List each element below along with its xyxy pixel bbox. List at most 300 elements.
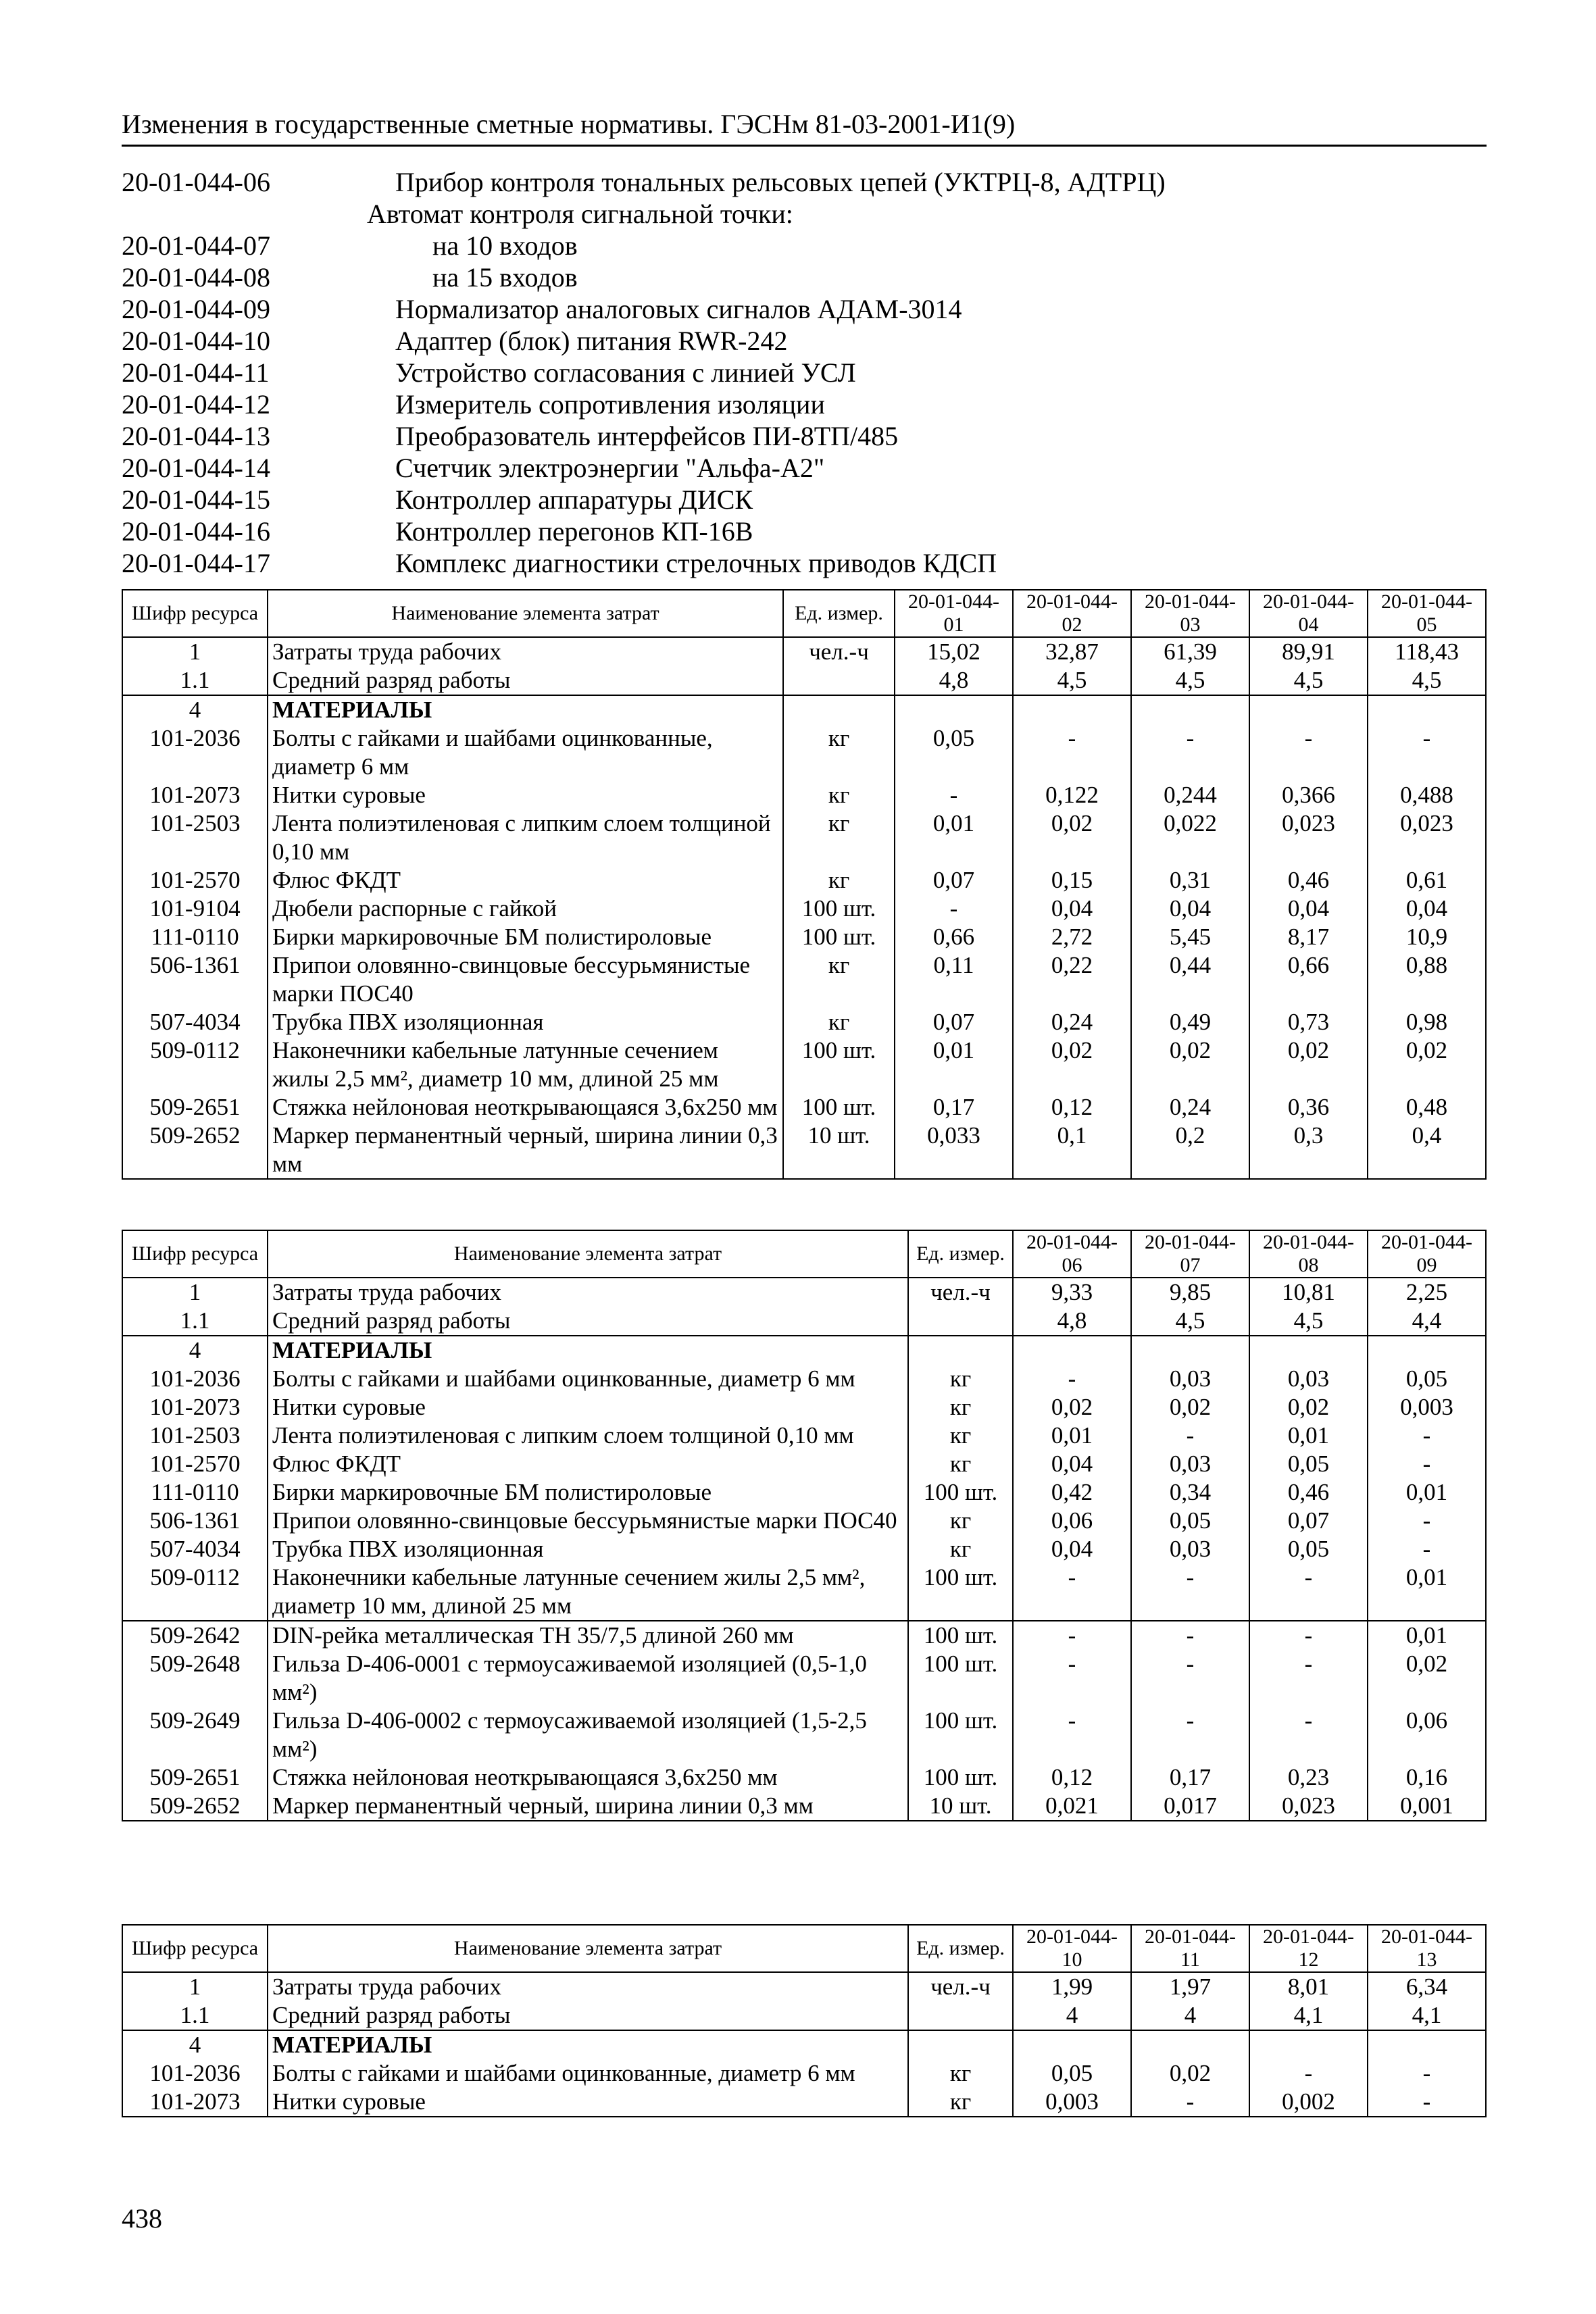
cell-value: 4 — [1013, 2001, 1131, 2030]
table-row — [122, 2030, 1486, 2059]
cell-value: 0,48 — [1368, 1093, 1486, 1122]
cell-name: Средний разряд работы — [268, 1307, 908, 1336]
header-unit: Ед. измер. — [908, 1230, 1013, 1278]
cell-value: 4,5 — [1131, 666, 1249, 695]
cell-code: 1 — [122, 637, 268, 666]
cell-name: Средний разряд работы — [268, 666, 783, 695]
resource-table-2 — [122, 1230, 1487, 1821]
cell-value: 0,01 — [1368, 1478, 1486, 1507]
cell-value: 0,05 — [1131, 1507, 1249, 1535]
cell-name: Болты с гайками и шайбами оцинкованные, диаметр 6 мм — [268, 724, 783, 781]
cell-code: 101-2503 — [122, 1422, 268, 1450]
cell-value: 4,5 — [1131, 1307, 1249, 1336]
cell-value: 0,46 — [1249, 866, 1368, 895]
table-row — [122, 866, 1486, 895]
cell-value: 4,5 — [1368, 666, 1486, 695]
cell-value: - — [1368, 1450, 1486, 1478]
cell-name: Наконечники кабельные латунные сечением жилы 2,5 мм², диаметр 10 мм, длиной 25 мм — [268, 1563, 908, 1621]
cell-code: 509-2651 — [122, 1763, 268, 1792]
cell-unit: 100 шт. — [783, 1093, 895, 1122]
cell-value: - — [1249, 1563, 1368, 1621]
cell-value: 0,04 — [1368, 895, 1486, 923]
item-row — [122, 293, 1487, 325]
cell-unit: чел.-ч — [783, 637, 895, 666]
cell-value: 0,02 — [1249, 1393, 1368, 1422]
cell-unit: 100 шт. — [908, 1763, 1013, 1792]
header-norm-code: 20-01-044-05 — [1368, 590, 1486, 637]
cell-value: 0,05 — [1368, 1365, 1486, 1393]
cell-value: 9,85 — [1131, 1278, 1249, 1307]
cell-name: Трубка ПВХ изоляционная — [268, 1535, 908, 1563]
item-code: 20-01-044-15 — [122, 484, 270, 515]
cell-value: 0,07 — [895, 1008, 1013, 1036]
cell-name: Лента полиэтиленовая с липким слоем толщиной 0,10 мм — [268, 1422, 908, 1450]
item-text: на 15 входов — [432, 262, 578, 293]
cell-unit — [908, 1336, 1013, 1365]
cell-value: 0,3 — [1249, 1122, 1368, 1179]
cell-unit: 100 шт. — [783, 895, 895, 923]
cell-value: - — [1368, 724, 1486, 781]
cell-unit — [908, 1307, 1013, 1336]
cell-unit: кг — [908, 1507, 1013, 1535]
cell-code: 4 — [122, 1336, 268, 1365]
cell-value: 0,16 — [1368, 1763, 1486, 1792]
header-norm-code: 20-01-044-10 — [1013, 1925, 1131, 1972]
cell-code: 4 — [122, 2030, 268, 2059]
cell-code: 1.1 — [122, 1307, 268, 1336]
cell-value: 0,24 — [1013, 1008, 1131, 1036]
table-row — [122, 637, 1486, 666]
item-code: 20-01-044-16 — [122, 516, 270, 547]
cell-name: Наконечники кабельные латунные сечением жилы 2,5 мм², диаметр 10 мм, длиной 25 мм — [268, 1036, 783, 1093]
item-code: 20-01-044-09 — [122, 294, 270, 324]
cell-value: 4,5 — [1013, 666, 1131, 695]
table-row — [122, 809, 1486, 866]
cell-value: 0,05 — [1249, 1535, 1368, 1563]
header-name: Наименование элемента затрат — [268, 590, 783, 637]
cell-value: 0,01 — [895, 809, 1013, 866]
cell-name: Болты с гайками и шайбами оцинкованные, диаметр 6 мм — [268, 2059, 908, 2088]
cell-value: 0,01 — [1368, 1621, 1486, 1650]
cell-code: 1.1 — [122, 666, 268, 695]
cell-value — [1131, 2030, 1249, 2059]
cell-value: - — [1249, 724, 1368, 781]
cell-value: 4,4 — [1368, 1307, 1486, 1336]
cell-value: - — [1131, 1707, 1249, 1763]
cell-code: 509-0112 — [122, 1563, 268, 1621]
cell-unit: чел.-ч — [908, 1278, 1013, 1307]
cell-unit: 100 шт. — [783, 923, 895, 951]
cell-name: МАТЕРИАЛЫ — [268, 1336, 908, 1365]
table-row — [122, 1972, 1486, 2001]
table-row — [122, 923, 1486, 951]
table-row — [122, 895, 1486, 923]
item-text: Преобразователь интерфейсов ПИ-8ТП/485 — [395, 421, 899, 451]
cell-value: 0,022 — [1131, 809, 1249, 866]
cell-value: 0,12 — [1013, 1763, 1131, 1792]
table-row — [122, 1563, 1486, 1621]
cell-value: 0,31 — [1131, 866, 1249, 895]
cell-value: 4,8 — [1013, 1307, 1131, 1336]
cell-unit: 100 шт. — [783, 1036, 895, 1093]
item-text: Контроллер аппаратуры ДИСК — [395, 484, 753, 515]
cell-name: Болты с гайками и шайбами оцинкованные, диаметр 6 мм — [268, 1365, 908, 1393]
cell-code: 506-1361 — [122, 951, 268, 1008]
cell-value: 0,42 — [1013, 1478, 1131, 1507]
cell-value: - — [1249, 2059, 1368, 2088]
cell-unit: кг — [783, 781, 895, 809]
item-row — [122, 166, 1487, 198]
cell-unit — [783, 695, 895, 724]
cell-name: Нитки суровые — [268, 781, 783, 809]
cell-value — [895, 695, 1013, 724]
cell-value: 2,25 — [1368, 1278, 1486, 1307]
cell-unit — [908, 2001, 1013, 2030]
cell-value: 8,01 — [1249, 1972, 1368, 2001]
cell-value: - — [1013, 724, 1131, 781]
cell-value: 0,366 — [1249, 781, 1368, 809]
item-code — [122, 198, 361, 230]
cell-code: 101-2036 — [122, 2059, 268, 2088]
cell-unit: кг — [783, 951, 895, 1008]
cell-value: 1,97 — [1131, 1972, 1249, 2001]
cell-name: МАТЕРИАЛЫ — [268, 2030, 908, 2059]
cell-value: 0,03 — [1131, 1450, 1249, 1478]
cell-value: - — [1368, 2059, 1486, 2088]
cell-value: 1,99 — [1013, 1972, 1131, 2001]
cell-value: 0,01 — [1013, 1422, 1131, 1450]
cell-name: Стяжка нейлоновая неоткрывающаяся 3,6х250 мм — [268, 1763, 908, 1792]
cell-value: - — [1013, 1707, 1131, 1763]
cell-name: Нитки суровые — [268, 2088, 908, 2117]
cell-code: 509-0112 — [122, 1036, 268, 1093]
table-row — [122, 1278, 1486, 1307]
cell-name: Затраты труда рабочих — [268, 1278, 908, 1307]
header-unit: Ед. измер. — [908, 1925, 1013, 1972]
cell-value: 0,01 — [1368, 1563, 1486, 1621]
cell-value: 0,36 — [1249, 1093, 1368, 1122]
cell-value: 0,02 — [1013, 1393, 1131, 1422]
cell-code: 101-2073 — [122, 2088, 268, 2117]
cell-unit: кг — [908, 1365, 1013, 1393]
cell-value: 0,1 — [1013, 1122, 1131, 1179]
cell-value: 118,43 — [1368, 637, 1486, 666]
cell-value: 0,49 — [1131, 1008, 1249, 1036]
cell-value: 0,04 — [1013, 895, 1131, 923]
cell-value: - — [1368, 2088, 1486, 2117]
item-row — [122, 230, 1487, 261]
table-row — [122, 951, 1486, 1008]
table-row — [122, 1792, 1486, 1821]
header-norm-code: 20-01-044-04 — [1249, 590, 1368, 637]
cell-value: 0,05 — [895, 724, 1013, 781]
cell-value: 0,24 — [1131, 1093, 1249, 1122]
header-norm-code: 20-01-044-06 — [1013, 1230, 1131, 1278]
cell-value: 0,07 — [895, 866, 1013, 895]
cell-value: - — [1249, 1707, 1368, 1763]
cell-value: 0,003 — [1368, 1393, 1486, 1422]
cell-unit: кг — [908, 1450, 1013, 1478]
cell-value: 0,34 — [1131, 1478, 1249, 1507]
cell-unit: кг — [908, 1422, 1013, 1450]
cell-value: 0,04 — [1131, 895, 1249, 923]
item-code: 20-01-044-17 — [122, 548, 270, 578]
item-row — [122, 325, 1487, 357]
cell-value: - — [1249, 1621, 1368, 1650]
table-row — [122, 1707, 1486, 1763]
cell-value: 0,122 — [1013, 781, 1131, 809]
cell-value: 0,244 — [1131, 781, 1249, 809]
cell-value — [1013, 1336, 1131, 1365]
item-code: 20-01-044-12 — [122, 389, 270, 420]
cell-value: 4,5 — [1249, 1307, 1368, 1336]
cell-value: 0,021 — [1013, 1792, 1131, 1821]
header-norm-code: 20-01-044-07 — [1131, 1230, 1249, 1278]
cell-value: 0,73 — [1249, 1008, 1368, 1036]
cell-value: - — [1131, 1650, 1249, 1707]
cell-name: Гильза D-406-0002 с термоусаживаемой изоляцией (1,5-2,5 мм²) — [268, 1707, 908, 1763]
cell-value: - — [1013, 1563, 1131, 1621]
cell-code: 509-2652 — [122, 1122, 268, 1179]
item-code: 20-01-044-13 — [122, 421, 270, 451]
table-row — [122, 2001, 1486, 2030]
cell-unit: кг — [908, 1393, 1013, 1422]
cell-value: 5,45 — [1131, 923, 1249, 951]
page-header: Изменения в государственные сметные нормативы. ГЭСНм 81-03-2001-И1(9) — [122, 108, 1487, 147]
table-row — [122, 1393, 1486, 1422]
item-row — [122, 388, 1487, 420]
cell-value: 0,03 — [1131, 1535, 1249, 1563]
cell-value: 0,66 — [895, 923, 1013, 951]
cell-value: 4 — [1131, 2001, 1249, 2030]
header-norm-code: 20-01-044-02 — [1013, 590, 1131, 637]
cell-value: 0,023 — [1249, 1792, 1368, 1821]
cell-value: 0,03 — [1131, 1365, 1249, 1393]
cell-value: 0,02 — [1368, 1036, 1486, 1093]
cell-name: Затраты труда рабочих — [268, 1972, 908, 2001]
header-norm-code: 20-01-044-09 — [1368, 1230, 1486, 1278]
header-code: Шифр ресурса — [122, 590, 268, 637]
cell-value: - — [895, 895, 1013, 923]
item-list — [122, 166, 1487, 579]
item-row — [122, 261, 1487, 293]
cell-value: 0,001 — [1368, 1792, 1486, 1821]
cell-name: Припои оловянно-свинцовые бессурьмянистые марки ПОС40 — [268, 951, 783, 1008]
header-norm-code: 20-01-044-01 — [895, 590, 1013, 637]
cell-value — [1249, 695, 1368, 724]
cell-value: 0,023 — [1368, 809, 1486, 866]
table-row — [122, 1122, 1486, 1179]
item-text: Устройство согласования с линией УСЛ — [395, 357, 856, 388]
table-row — [122, 1036, 1486, 1093]
cell-value — [1131, 695, 1249, 724]
cell-value: 0,22 — [1013, 951, 1131, 1008]
header-norm-code: 20-01-044-13 — [1368, 1925, 1486, 1972]
header-norm-code: 20-01-044-03 — [1131, 590, 1249, 637]
item-text: Комплекс диагностики стрелочных приводов КДСП — [395, 548, 997, 578]
cell-code: 4 — [122, 695, 268, 724]
item-text: Автомат контроля сигнальной точки: — [367, 199, 793, 229]
cell-value: - — [1131, 1563, 1249, 1621]
cell-code: 101-2073 — [122, 1393, 268, 1422]
item-code: 20-01-044-07 — [122, 230, 270, 261]
cell-name: Бирки маркировочные БМ полистироловые — [268, 923, 783, 951]
cell-value: 0,017 — [1131, 1792, 1249, 1821]
table-row — [122, 1535, 1486, 1563]
cell-name: Стяжка нейлоновая неоткрывающаяся 3,6х250 мм — [268, 1093, 783, 1122]
cell-value: - — [1131, 1422, 1249, 1450]
cell-value: - — [1013, 1621, 1131, 1650]
table-row — [122, 1307, 1486, 1336]
cell-value: 4,8 — [895, 666, 1013, 695]
cell-name: МАТЕРИАЛЫ — [268, 695, 783, 724]
item-row — [122, 420, 1487, 452]
cell-code: 509-2642 — [122, 1621, 268, 1650]
cell-value: 0,06 — [1368, 1707, 1486, 1763]
cell-code: 509-2649 — [122, 1707, 268, 1763]
table-row — [122, 724, 1486, 781]
cell-name: Маркер перманентный черный, ширина линии 0,3 мм — [268, 1122, 783, 1179]
item-row — [122, 198, 1487, 230]
cell-value: 0,04 — [1013, 1535, 1131, 1563]
cell-unit — [908, 2030, 1013, 2059]
cell-unit: чел.-ч — [908, 1972, 1013, 2001]
item-text: на 10 входов — [432, 230, 578, 261]
cell-value: 0,17 — [895, 1093, 1013, 1122]
cell-value: 0,023 — [1249, 809, 1368, 866]
cell-unit: 100 шт. — [908, 1621, 1013, 1650]
cell-value — [1368, 2030, 1486, 2059]
cell-value: 0,61 — [1368, 866, 1486, 895]
cell-value — [1013, 695, 1131, 724]
cell-value: 2,72 — [1013, 923, 1131, 951]
item-text: Нормализатор аналоговых сигналов АДАМ-3014 — [395, 294, 962, 324]
cell-name: Нитки суровые — [268, 1393, 908, 1422]
table-row — [122, 781, 1486, 809]
cell-name: Припои оловянно-свинцовые бессурьмянистые марки ПОС40 — [268, 1507, 908, 1535]
cell-value: 0,17 — [1131, 1763, 1249, 1792]
cell-value: - — [1131, 1621, 1249, 1650]
cell-code: 507-4034 — [122, 1535, 268, 1563]
header-code: Шифр ресурса — [122, 1230, 268, 1278]
cell-unit: кг — [908, 2059, 1013, 2088]
cell-value: 0,4 — [1368, 1122, 1486, 1179]
table-row — [122, 666, 1486, 695]
cell-value: 4,5 — [1249, 666, 1368, 695]
cell-value: 0,44 — [1131, 951, 1249, 1008]
item-code: 20-01-044-11 — [122, 357, 270, 388]
header-name: Наименование элемента затрат — [268, 1230, 908, 1278]
cell-value: 15,02 — [895, 637, 1013, 666]
cell-value: 0,15 — [1013, 866, 1131, 895]
cell-value: 8,17 — [1249, 923, 1368, 951]
cell-code: 507-4034 — [122, 1008, 268, 1036]
cell-code: 101-9104 — [122, 895, 268, 923]
resource-table-1 — [122, 589, 1487, 1180]
cell-code: 509-2652 — [122, 1792, 268, 1821]
table-row — [122, 1621, 1486, 1650]
cell-value: - — [1013, 1650, 1131, 1707]
cell-unit: кг — [783, 1008, 895, 1036]
cell-name: DIN-рейка металлическая ТН 35/7,5 длиной 260 мм — [268, 1621, 908, 1650]
cell-value: 0,2 — [1131, 1122, 1249, 1179]
item-row — [122, 515, 1487, 547]
cell-value: 4,1 — [1249, 2001, 1368, 2030]
cell-value: 0,46 — [1249, 1478, 1368, 1507]
item-row — [122, 547, 1487, 579]
cell-code: 101-2503 — [122, 809, 268, 866]
cell-unit: 10 шт. — [783, 1122, 895, 1179]
cell-unit: 100 шт. — [908, 1563, 1013, 1621]
cell-value: - — [1368, 1507, 1486, 1535]
cell-value: - — [1013, 1365, 1131, 1393]
cell-value: 6,34 — [1368, 1972, 1486, 2001]
cell-value — [1249, 2030, 1368, 2059]
cell-code: 509-2651 — [122, 1093, 268, 1122]
cell-unit: 100 шт. — [908, 1478, 1013, 1507]
cell-value: 0,04 — [1013, 1450, 1131, 1478]
cell-unit: кг — [783, 866, 895, 895]
cell-value: 10,81 — [1249, 1278, 1368, 1307]
page-number: 438 — [122, 2203, 162, 2234]
cell-value: 0,07 — [1249, 1507, 1368, 1535]
cell-unit — [783, 666, 895, 695]
cell-code: 1 — [122, 1278, 268, 1307]
cell-value: - — [895, 781, 1013, 809]
header-norm-code: 20-01-044-12 — [1249, 1925, 1368, 1972]
table-row — [122, 1336, 1486, 1365]
cell-code: 509-2648 — [122, 1650, 268, 1707]
header-unit: Ед. измер. — [783, 590, 895, 637]
cell-value: - — [1368, 1422, 1486, 1450]
table-row — [122, 1450, 1486, 1478]
table-row — [122, 1008, 1486, 1036]
cell-value: 0,033 — [895, 1122, 1013, 1179]
cell-value: 32,87 — [1013, 637, 1131, 666]
cell-value: 0,02 — [1131, 1036, 1249, 1093]
cell-value: 0,05 — [1013, 2059, 1131, 2088]
cell-value — [1368, 1336, 1486, 1365]
cell-value: 10,9 — [1368, 923, 1486, 951]
cell-code: 101-2036 — [122, 724, 268, 781]
cell-name: Лента полиэтиленовая с липким слоем толщиной 0,10 мм — [268, 809, 783, 866]
cell-unit: 10 шт. — [908, 1792, 1013, 1821]
cell-value: 0,03 — [1249, 1365, 1368, 1393]
cell-value: 0,12 — [1013, 1093, 1131, 1122]
cell-name: Флюс ФКДТ — [268, 1450, 908, 1478]
cell-value: 61,39 — [1131, 637, 1249, 666]
cell-code: 1 — [122, 1972, 268, 2001]
cell-value: - — [1368, 1535, 1486, 1563]
table-row — [122, 2088, 1486, 2117]
table-row — [122, 1478, 1486, 1507]
header-name: Наименование элемента затрат — [268, 1925, 908, 1972]
table-row — [122, 695, 1486, 724]
header-code: Шифр ресурса — [122, 1925, 268, 1972]
table-row — [122, 1763, 1486, 1792]
cell-code: 101-2073 — [122, 781, 268, 809]
cell-value: 9,33 — [1013, 1278, 1131, 1307]
cell-code: 101-2570 — [122, 866, 268, 895]
item-row — [122, 357, 1487, 388]
cell-value: 0,003 — [1013, 2088, 1131, 2117]
table-row — [122, 1422, 1486, 1450]
cell-value: 0,11 — [895, 951, 1013, 1008]
cell-value: 0,002 — [1249, 2088, 1368, 2117]
cell-value: 0,98 — [1368, 1008, 1486, 1036]
resource-table-3 — [122, 1924, 1487, 2117]
cell-value: - — [1131, 2088, 1249, 2117]
